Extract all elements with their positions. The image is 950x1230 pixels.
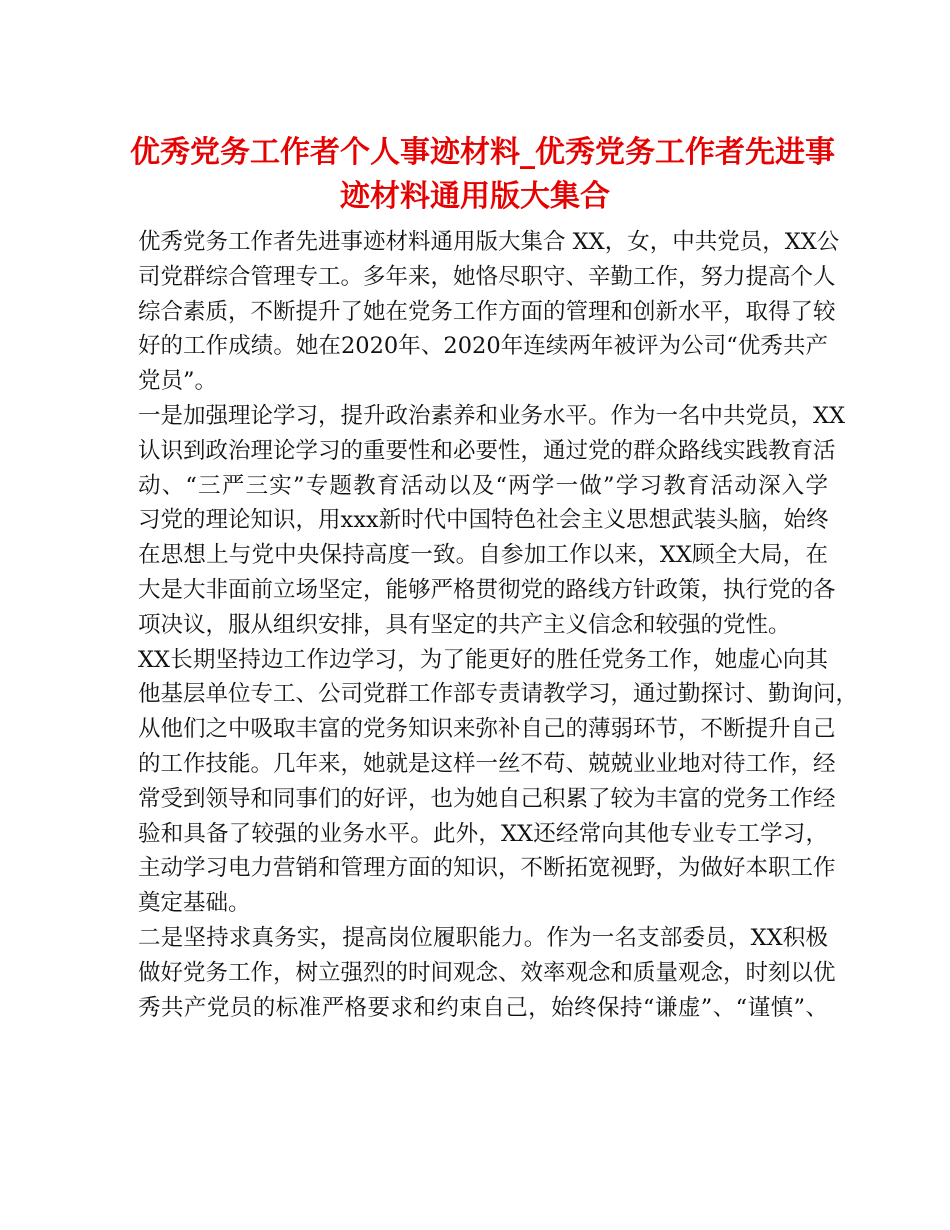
body-line: 验和具备了较强的业务水平。此外，XX还经常向其他专业专工学习， — [138, 820, 828, 847]
body-line: 司党群综合管理专工。多年来，她恪尽职守、辛勤工作，努力提高个人 — [138, 263, 836, 290]
body-line: 综合素质，不断提升了她在党务工作方面的管理和创新水平，取得了较 — [138, 298, 836, 325]
body-line: 大是大非面前立场坚定，能够严格贯彻党的路线方针政策，执行党的各 — [138, 576, 836, 603]
body-line: 奠定基础。 — [138, 890, 251, 917]
body-line: 他基层单位专工、公司党群工作部专责请教学习，通过勤探讨、勤询问， — [138, 681, 859, 708]
body-line: 认识到政治理论学习的重要性和必要性，通过党的群众路线实践教育活 — [138, 437, 836, 464]
body-line: 党员”。 — [138, 368, 218, 395]
body-line: 一是加强理论学习，提升政治素养和业务水平。作为一名中共党员，XX — [138, 402, 846, 429]
document-title-line-2: 迹材料通用版大集合 — [340, 179, 610, 214]
body-line: 常受到领导和同事们的好评，也为她自己积累了较为丰富的党务工作经 — [138, 785, 836, 812]
body-line: XX长期坚持边工作边学习，为了能更好的胜任党务工作，她虚心向其 — [138, 646, 828, 673]
body-line: 从他们之中吸取丰富的党务知识来弥补自己的薄弱环节，不断提升自己 — [138, 716, 836, 743]
body-line: 项决议，服从组织安排，具有坚定的共产主义信念和较强的党性。 — [138, 611, 791, 638]
body-line: 动、“三严三实”专题教育活动以及“两学一做”学习教育活动深入学 — [138, 472, 828, 499]
body-line: 二是坚持求真务实，提高岗位履职能力。作为一名支部委员，XX积极 — [138, 924, 828, 951]
body-line: 秀共产党员的标准严格要求和约束自己，始终保持“谦虚”、“谨慎”、 — [138, 994, 828, 1021]
body-line: 做好党务工作，树立强烈的时间观念、效率观念和质量观念，时刻以优 — [138, 959, 836, 986]
body-line: 主动学习电力营销和管理方面的知识，不断拓宽视野，为做好本职工作 — [138, 855, 836, 882]
body-line: 好的工作成绩。她在2020年、2020年连续两年被评为公司“优秀共产 — [138, 333, 828, 360]
document-title-line-1: 优秀党务工作者个人事迹材料_优秀党务工作者先进事 — [130, 135, 835, 170]
body-line: 优秀党务工作者先进事迹材料通用版大集合 XX，女，中共党员，XX公 — [138, 229, 840, 255]
body-line: 在思想上与党中央保持高度一致。自参加工作以来，XX顾全大局，在 — [138, 542, 828, 569]
body-line: 的工作技能。几年来，她就是这样一丝不苟、兢兢业业地对待工作，经 — [138, 750, 836, 777]
document-body — [138, 225, 859, 1025]
body-line: 习党的理论知识，用xxx新时代中国特色社会主义思想武装头脑，始终 — [138, 507, 829, 534]
